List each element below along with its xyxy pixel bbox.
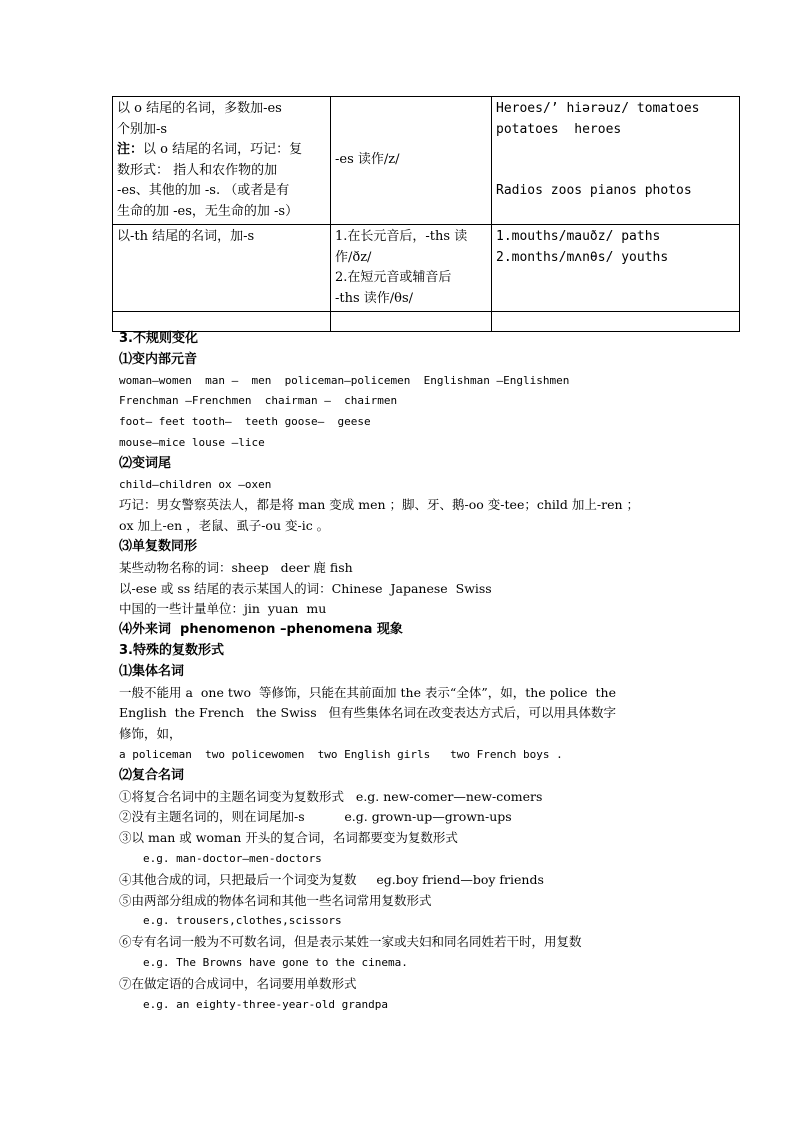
pronunciation-line: 1.在长元音后，-ths 读 xyxy=(335,229,468,244)
rule-line xyxy=(117,140,326,161)
text-line: English the French the Swiss 但有些集体名词在改变表达方式后，可以用具体数字 xyxy=(119,705,617,721)
table-row xyxy=(113,97,740,225)
text-line: Frenchman —Frenchmen chairman — chairmen xyxy=(119,394,398,408)
rule-line-text: 以 o 结尾的名词，巧记：复 xyxy=(143,142,303,157)
pronunciation-cell xyxy=(331,97,492,225)
text-line: ①将复合名词中的主题名词变为复数形式 e.g. new-comer—new-comers xyxy=(119,788,543,804)
text-line: child—children ox —oxen xyxy=(119,477,272,491)
pronunciation-line: 作/ðz/ xyxy=(335,249,372,265)
note-label: 注： xyxy=(117,142,144,157)
example-line: 2.months/mʌnθs/ youths xyxy=(496,249,669,265)
section-heading: ⑶单复数同形 xyxy=(119,538,198,554)
text-line: 以-ese 或 ss 结尾的表示某国人的词：Chinese Japanese Swiss xyxy=(119,580,492,596)
section-heading: ⑵变词尾 xyxy=(119,455,172,471)
section-heading: ⑴集体名词 xyxy=(119,663,185,679)
text-line: 中国的一些计量单位：jin yuan mu xyxy=(119,601,327,617)
example-line xyxy=(496,140,735,161)
text-line: 一般不能用 a one two 等修饰，只能在其前面加 the 表示“全体”，如，the police the xyxy=(119,684,616,700)
plural-rules-table xyxy=(112,96,740,332)
example-line: Heroes/’ hiərəuz/ tomatoes xyxy=(496,101,700,116)
text-line: ③以 man 或 woman 开头的复合词，名词都要变为复数形式 xyxy=(119,830,458,846)
text-line: e.g. The Browns have gone to the cinema. xyxy=(143,955,408,969)
text-line: e.g. trousers,clothes,scissors xyxy=(143,914,342,928)
section-heading: ⑴变内部元音 xyxy=(119,351,198,367)
rule-line: 以-th 结尾的名词，加-s xyxy=(117,229,255,244)
rule-cell xyxy=(113,97,331,225)
text-line: 修饰，如， xyxy=(119,726,182,742)
table-row xyxy=(113,225,740,312)
text-line: ox 加上-en ，老鼠、虱子-ou 变-ic 。 xyxy=(119,518,330,534)
text-line: ④其他合成的词，只把最后一个词变为复数 eg.boy friend—boy friends xyxy=(119,871,544,887)
pronunciation-line: 2.在短元音或辅音后 xyxy=(335,270,452,285)
section-heading: 3.特殊的复数形式 xyxy=(119,642,224,658)
rule-line: -es、其他的加 -s. （或者是有 xyxy=(117,183,290,198)
rule-cell xyxy=(113,225,331,312)
text-line: ⑥专有名词一般为不可数名词，但是表示某姓一家或夫妇和同名同姓若干时，用复数 xyxy=(119,934,582,950)
text-line: e.g. man-doctor—men-doctors xyxy=(143,851,322,865)
text-line: 巧记：男女警察英法人，都是将 man 变成 men ；脚、牙、鹅-oo 变-tee；child 加上-ren ； xyxy=(119,497,639,513)
example-line: 1.mouths/mauðz/ paths xyxy=(496,229,661,244)
text-line: ②没有主题名词的，则在词尾加-s e.g. grown-up—grown-ups xyxy=(119,809,512,825)
section-heading: 3.不规则变化 xyxy=(119,331,198,346)
text-line: e.g. an eighty-three-year-old grandpa xyxy=(143,997,389,1011)
text-line: woman—women man — men policeman—policemen Englishman —Englishmen xyxy=(119,373,570,387)
pronunciation-line: -es 读作/z/ xyxy=(335,152,400,168)
text-line: a policeman two policewomen two English girls two French boys . xyxy=(119,747,563,761)
example-line: potatoes heroes xyxy=(496,121,622,137)
text-line: mouse—mice louse —lice xyxy=(119,435,265,449)
example-cell xyxy=(492,225,740,312)
pronunciation-cell xyxy=(331,225,492,312)
text-line: ⑦在做定语的合成词中，名词要用单数形式 xyxy=(119,975,357,991)
section-heading: ⑷外来词 phenomenon –phenomena 现象 xyxy=(119,622,403,638)
rule-line: 数形式： 指人和农作物的加 xyxy=(117,162,278,178)
pronunciation-line: -ths 读作/θs/ xyxy=(335,290,414,306)
text-line: ⑤由两部分组成的物体名词和其他一些名词常用复数形式 xyxy=(119,892,432,908)
rule-line: 生命的加 -es，无生命的加 -s） xyxy=(117,203,299,219)
section-heading: ⑵复合名词 xyxy=(119,767,185,783)
example-line: Radios zoos pianos photos xyxy=(496,183,692,198)
body-text xyxy=(119,329,719,1015)
text-line: foot— feet tooth— teeth goose— geese xyxy=(119,415,371,429)
example-cell xyxy=(492,97,740,225)
text-line: 某些动物名称的词：sheep deer 鹿 fish xyxy=(119,559,353,575)
rule-line: 个别加-s xyxy=(117,121,168,137)
rule-line: 以 o 结尾的名词，多数加-es xyxy=(117,101,282,116)
example-line xyxy=(496,161,735,182)
